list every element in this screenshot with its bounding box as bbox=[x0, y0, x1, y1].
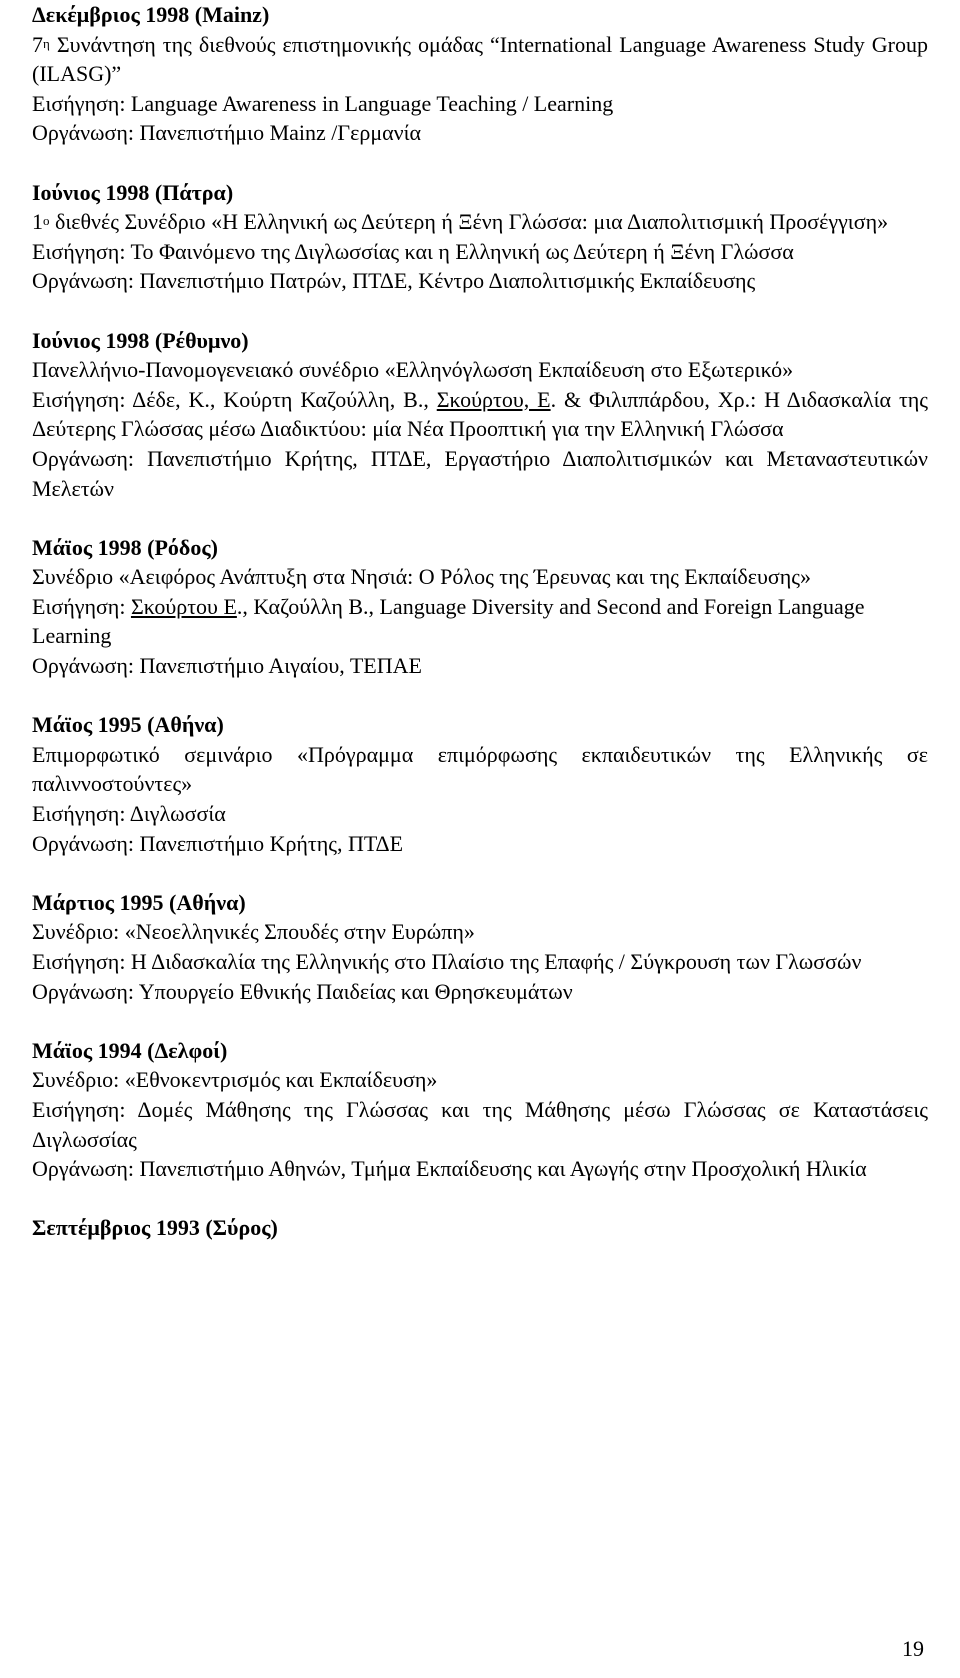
entry-event: Πανελλήνιο-Πανομογενειακό συνέδριο «Ελληνόγλωσση Εκπαίδευση στο Εξωτερικό» bbox=[32, 357, 794, 383]
entry-organization: Οργάνωση: Πανεπιστήμιο Αθηνών, Τμήμα Εκπαίδευσης και Αγωγής στην Προσχολική Ηλικία bbox=[32, 1156, 867, 1182]
entry-dec-1998-mainz bbox=[32, 0, 928, 148]
page-number: 19 bbox=[902, 1636, 924, 1661]
entry-heading: Σεπτέμβριος 1993 (Σύρος) bbox=[32, 1215, 278, 1241]
event-text: Συνάντηση της διεθνούς επιστημονικής ομάδας “International Language Awareness Study Group (ILASG)” bbox=[32, 31, 928, 87]
entry-heading: Μάϊος 1994 (Δελφοί) bbox=[32, 1037, 228, 1063]
entry-organization: Οργάνωση: Πανεπιστήμιο Αιγαίου, ΤΕΠΑΕ bbox=[32, 653, 422, 679]
event-text: διεθνές Συνέδριο «Η Ελληνική ως Δεύτερη ή Ξένη Γλώσσα: μια Διαπολιτισμική Προσέγγιση» bbox=[49, 209, 889, 235]
entry-heading: Μάϊος 1995 (Αθήνα) bbox=[32, 712, 224, 738]
entry-event: Επιμορφωτικό σεμινάριο «Πρόγραμμα επιμόρφωσης εκπαιδευτικών της Ελληνικής σε παλιννοστούντες» bbox=[32, 741, 928, 797]
entry-heading: Μάϊος 1998 (Ρόδος) bbox=[32, 534, 218, 560]
entry-event bbox=[32, 30, 928, 89]
talk-text-end: . & Φιλιππάρδου, Χρ.: Η Διδασκαλία της Δεύτερης Γλώσσας μέσω Διαδικτύου: μία Νέα Προοπτική για την Ελληνική Γλώσσα bbox=[32, 386, 928, 442]
ordinal-suffix: ο bbox=[43, 213, 50, 229]
talk-author-underlined: Σκούρτου, Ε bbox=[436, 386, 551, 412]
entry-may-1994-delfoi bbox=[32, 1036, 928, 1184]
entry-talk: Εισήγηση: Η Διδασκαλία της Ελληνικής στο Πλαίσιο της Επαφής / Σύγκρουση των Γλωσσών bbox=[32, 949, 862, 974]
entry-heading: Ιούνιος 1998 (Ρέθυμνο) bbox=[32, 327, 249, 353]
entry-organization: Οργάνωση: Υπουργείο Εθνικής Παιδείας και Θρησκευμάτων bbox=[32, 978, 573, 1004]
entry-talk: Εισήγηση: Δομές Μάθησης της Γλώσσας και της Μάθησης μέσω Γλώσσας σε Καταστάσεις Διγλωσσίας bbox=[32, 1096, 928, 1152]
document-page bbox=[32, 0, 928, 1273]
entry-may-1998-rodos bbox=[32, 533, 928, 681]
entry-heading: Ιούνιος 1998 (Πάτρα) bbox=[32, 179, 234, 205]
entry-event: Συνέδριο: «Νεοελληνικές Σπουδές στην Ευρώπη» bbox=[32, 919, 475, 945]
entry-organization: Οργάνωση: Πανεπιστήμιο Κρήτης, ΠΤΔΕ, Εργαστήριο Διαπολιτισμικών και Μεταναστευτικών Μελετών bbox=[32, 445, 928, 501]
talk-text-start: Εισήγηση: bbox=[32, 593, 131, 619]
entry-organization: Οργάνωση: Πανεπιστήμιο Mainz /Γερμανία bbox=[32, 120, 422, 146]
entry-talk: Εισήγηση: Το Φαινόμενο της Διγλωσσίας και η Ελληνική ως Δεύτερη ή Ξένη Γλώσσα bbox=[32, 238, 794, 264]
ordinal-number: 7 bbox=[32, 31, 43, 57]
entry-talk bbox=[32, 385, 928, 444]
entry-event: Συνέδριο: «Εθνοκεντρισμός και Εκπαίδευση» bbox=[32, 1067, 438, 1093]
entry-sep-1993-syros bbox=[32, 1213, 928, 1243]
ordinal-suffix: η bbox=[43, 35, 50, 51]
entry-event: Συνέδριο «Αειφόρος Ανάπτυξη στα Νησιά: Ο Ρόλος της Έρευνας και της Εκπαίδευσης» bbox=[32, 564, 811, 590]
entry-mar-1995-athina bbox=[32, 888, 928, 1006]
entry-talk: Εισήγηση: Language Awareness in Language Teaching / Learning bbox=[32, 90, 614, 116]
entry-jun-1998-rethymno bbox=[32, 326, 928, 504]
entry-organization: Οργάνωση: Πανεπιστήμιο Πατρών, ΠΤΔΕ, Κέντρο Διαπολιτισμικής Εκπαίδευσης bbox=[32, 268, 756, 294]
talk-text-start: Εισήγηση: Δέδε, Κ., Κούρτη Καζούλλη, Β., bbox=[32, 386, 437, 412]
entry-jun-1998-patra bbox=[32, 178, 928, 296]
talk-text-end: ., Καζούλλη Β., Language Diversity and Second and Foreign Language Learning bbox=[32, 593, 865, 649]
entry-heading: Μάρτιος 1995 (Αθήνα) bbox=[32, 889, 246, 915]
ordinal-number: 1 bbox=[32, 209, 43, 235]
entry-event bbox=[32, 207, 928, 237]
entry-talk bbox=[32, 592, 928, 651]
entry-organization: Οργάνωση: Πανεπιστήμιο Κρήτης, ΠΤΔΕ bbox=[32, 830, 404, 856]
talk-author-underlined: Σκούρτου Ε bbox=[130, 593, 237, 619]
entry-may-1995-athina bbox=[32, 710, 928, 858]
entry-talk: Εισήγηση: Διγλωσσία bbox=[32, 801, 226, 827]
entry-heading: Δεκέμβριος 1998 (Mainz) bbox=[32, 2, 270, 27]
